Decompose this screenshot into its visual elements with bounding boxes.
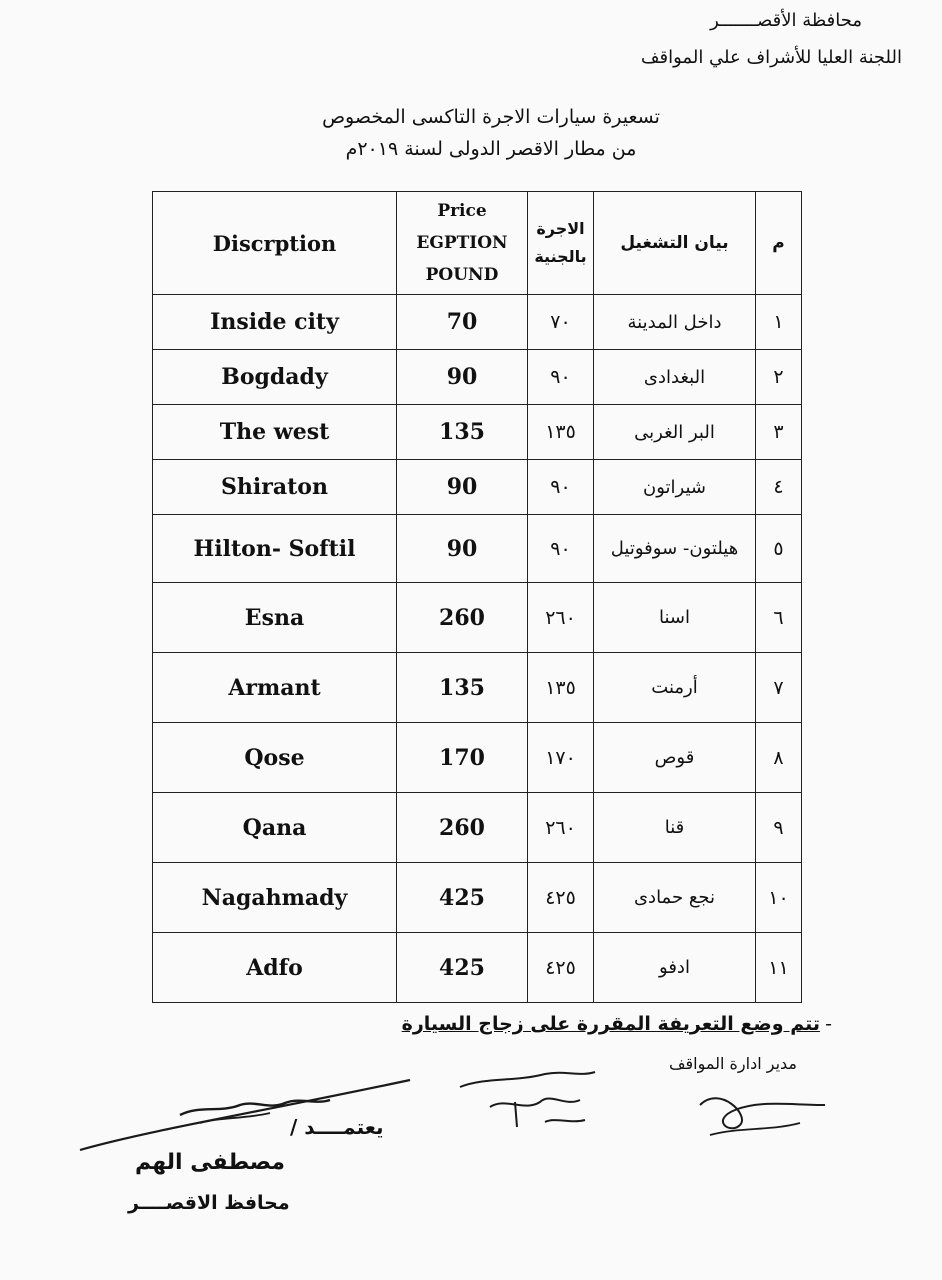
cell-price: 260: [397, 583, 528, 653]
cell-ar-price: ٤٢٥: [528, 933, 594, 1003]
header-ar-price-line2: بالجنية: [534, 247, 587, 266]
table-row: [153, 350, 802, 405]
cell-ar-price: ١٣٥: [528, 405, 594, 460]
cell-num: ١١: [756, 933, 802, 1003]
cell-description: Bogdady: [153, 350, 397, 405]
cell-ar-price: ١٣٥: [528, 653, 594, 723]
table-row: [153, 793, 802, 863]
cell-description: Inside city: [153, 295, 397, 350]
table-row: [153, 295, 802, 350]
cell-description: Qose: [153, 723, 397, 793]
table-row: [153, 460, 802, 515]
cell-ar-name: نجع حمادى: [594, 863, 756, 933]
cell-price: 170: [397, 723, 528, 793]
header-ar-name: بيان التشغيل: [594, 192, 756, 295]
header-ar-price-line1: الاجرة: [536, 219, 585, 238]
cell-ar-name: أرمنت: [594, 653, 756, 723]
cell-ar-price: ٤٢٥: [528, 863, 594, 933]
cell-ar-price: ٢٦٠: [528, 793, 594, 863]
cell-num: ١٠: [756, 863, 802, 933]
cell-ar-name: اسنا: [594, 583, 756, 653]
cell-num: ٨: [756, 723, 802, 793]
header-num: م: [756, 192, 802, 295]
cell-description: Qana: [153, 793, 397, 863]
windshield-note: تتم وضع التعريفة المقررة على زجاج السيارة: [401, 1013, 820, 1035]
table-row: [153, 405, 802, 460]
cell-price: 135: [397, 405, 528, 460]
cell-ar-name: شيراتون: [594, 460, 756, 515]
cell-ar-price: ٩٠: [528, 460, 594, 515]
cell-ar-name: قوص: [594, 723, 756, 793]
cell-num: ٣: [756, 405, 802, 460]
table-row: [153, 933, 802, 1003]
parking-manager-label: مدير ادارة المواقف: [668, 1054, 797, 1073]
middle-signature: [455, 1062, 615, 1142]
cell-price: 425: [397, 933, 528, 1003]
cell-ar-price: ١٧٠: [528, 723, 594, 793]
cell-ar-price: ٢٦٠: [528, 583, 594, 653]
document-title: تسعيرة سيارات الاجرة التاكسى المخصوص: [322, 106, 660, 128]
cell-num: ٤: [756, 460, 802, 515]
cell-description: The west: [153, 405, 397, 460]
cell-ar-name: هيلتون- سوفوتيل: [594, 515, 756, 583]
header-ar-price: [528, 192, 594, 295]
cell-num: ٧: [756, 653, 802, 723]
header-price-line3: POUND: [425, 265, 499, 285]
cell-ar-name: البغدادى: [594, 350, 756, 405]
cell-price: 135: [397, 653, 528, 723]
manager-signature: [680, 1065, 840, 1145]
committee-header: اللجنة العليا للأشراف علي المواقف: [640, 47, 902, 68]
table-header-row: [153, 192, 802, 295]
cell-num: ٦: [756, 583, 802, 653]
governor-name: مصطفى الهم: [135, 1150, 286, 1175]
cell-num: ١: [756, 295, 802, 350]
cell-description: Hilton- Softil: [153, 515, 397, 583]
cell-ar-price: ٧٠: [528, 295, 594, 350]
header-description: Discrption: [153, 192, 397, 295]
cell-description: Esna: [153, 583, 397, 653]
cell-num: ٩: [756, 793, 802, 863]
table-row: [153, 723, 802, 793]
table-row: [153, 515, 802, 583]
cell-description: Nagahmady: [153, 863, 397, 933]
governor-title: محافظ الاقصــــر: [128, 1192, 290, 1214]
cell-num: ٥: [756, 515, 802, 583]
cell-price: 90: [397, 460, 528, 515]
document-subtitle: من مطار الاقصر الدولى لسنة ٢٠١٩م: [345, 138, 637, 160]
cell-description: Armant: [153, 653, 397, 723]
cell-num: ٢: [756, 350, 802, 405]
header-price: [397, 192, 528, 295]
cell-price: 70: [397, 295, 528, 350]
approval-label: يعتمــــد /: [290, 1115, 384, 1139]
table-row: [153, 863, 802, 933]
cell-ar-name: قنا: [594, 793, 756, 863]
governor-signature: [70, 1075, 430, 1155]
table-row: [153, 653, 802, 723]
governorate-header: محافظة الأقصـــــــر: [710, 10, 862, 31]
cell-ar-name: داخل المدينة: [594, 295, 756, 350]
cell-price: 260: [397, 793, 528, 863]
cell-price: 90: [397, 515, 528, 583]
cell-ar-price: ٩٠: [528, 515, 594, 583]
cell-ar-price: ٩٠: [528, 350, 594, 405]
header-price-line2: EGPTION: [416, 233, 508, 253]
table-row: [153, 583, 802, 653]
fare-table: [152, 191, 802, 1003]
cell-description: Shiraton: [153, 460, 397, 515]
cell-price: 425: [397, 863, 528, 933]
cell-ar-name: ادفو: [594, 933, 756, 1003]
cell-description: Adfo: [153, 933, 397, 1003]
header-price-line1: Price: [437, 201, 487, 221]
cell-ar-name: البر الغربى: [594, 405, 756, 460]
cell-price: 90: [397, 350, 528, 405]
note-bullet: -: [825, 1013, 832, 1035]
